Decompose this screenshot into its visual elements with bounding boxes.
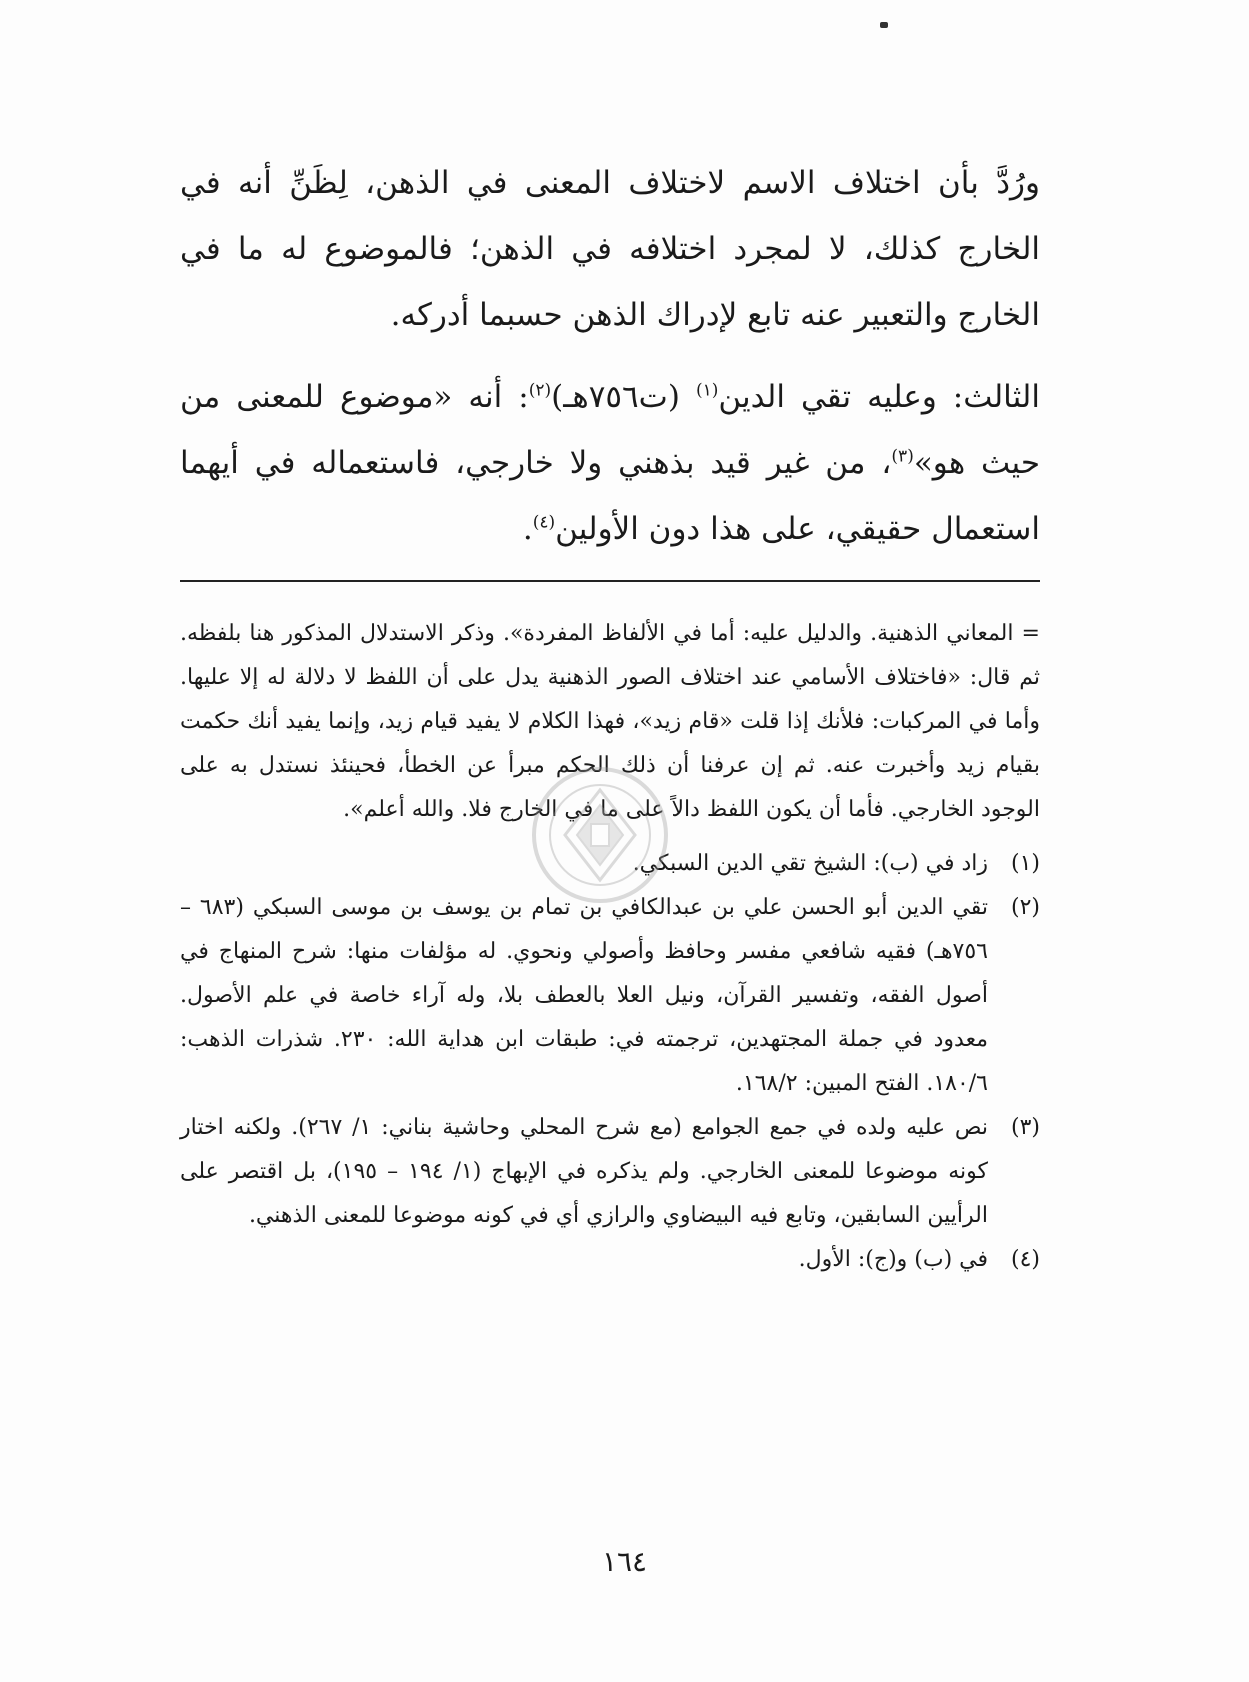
footnote-text: تقي الدين أبو الحسن علي بن عبدالكافي بن تمام بن يوسف بن موسى السبكي (٦٨٣ – ٧٥٦هـ) فقيه شافعي مفسر وحافظ وأصولي ونحوي. له مؤلفات منها: شرح المنهاج في أصول الفقه، وتفسير القرآن، ونيل العلا بالعطف بلا، وله آراء خاصة في علم الأصول. معدود في جملة المجتهدين، ترجمته في: طبقات ابن هداية الله: ٢٣٠. شذرات الذهب: ١٨٠/٦. الفتح المبين: ١٦٨/٢.: [180, 895, 988, 1096]
footnote-number: (٢): [1010, 895, 1040, 920]
footnote-text: في (ب) و(ج): الأول.: [798, 1247, 988, 1272]
p2-part-2: (ت٧٥٦هـ): [551, 379, 696, 415]
p2-end: .: [522, 511, 533, 547]
footnote-number: (٤): [1010, 1247, 1040, 1272]
page-number: ١٦٤: [601, 1545, 648, 1578]
p2-part-1: الثالث: وعليه تقي الدين: [718, 379, 1040, 415]
footnote-3: [180, 1106, 1040, 1238]
footnote-number: (١): [1010, 851, 1040, 876]
footnote-number: (٣): [1010, 1115, 1040, 1140]
footnote-ref-3: (٣): [891, 446, 914, 467]
footnote-text: نص عليه ولده في جمع الجوامع (مع شرح المحلي وحاشية بناني: ١/ ٢٦٧). ولكنه اختار كونه موضوعا للمعنى الخارجي. ولم يذكره في الإبهاج (١/ ١٩٤ – ١٩٥)، بل اقتصر على الرأيين السابقين، وتابع فيه البيضاوي والرازي أي في كونه موضوعا للمعنى الذهني.: [180, 1115, 989, 1228]
footnote-text: زاد في (ب): الشيخ تقي الدين السبكي.: [632, 851, 988, 876]
main-paragraph-2: [180, 364, 1040, 562]
p2-part-3: : أنه «موضوع للمعنى من حيث هو»: [180, 379, 1040, 481]
main-text: [180, 150, 1040, 578]
footnote-4: [180, 1238, 1040, 1282]
p2-part-4: ، من غير قيد بذهني ولا خارجي، فاستعماله في أيهما استعمال حقيقي، على هذا دون الأولين: [180, 445, 1040, 547]
footnote-continuation: = المعاني الذهنية. والدليل عليه: أما في الألفاظ المفردة». وذكر الاستدلال المذكور هنا بلفظه. ثم قال: «فاختلاف الأسامي عند اختلاف الصور الذهنية يدل على أن اللفظ لا دلالة له إلا عليها. وأما في المركبات: فلأنك إذا قلت «قام زيد»، فهذا الكلام لا يفيد قيام زيد، وإنما يفيد أنك حكمت بقيام زيد وأخبرت عنه. ثم إن عرفنا أن ذلك الحكم مبرأ عن الخطأ، فحينئذ نستدل به على الوجود الخارجي. فأما أن يكون اللفظ دالاً على ما في الخارج فلا. والله أعلم».: [180, 621, 1040, 822]
main-paragraph-1: ورُدَّ بأن اختلاف الاسم لاختلاف المعنى في الذهن، لِظَنِّ أنه في الخارج كذلك، لا لمجرد اختلافه في الذهن؛ فالموضوع له ما في الخارج والتعبير عنه تابع لإدراك الذهن حسبما أدركه.: [180, 165, 1040, 333]
scan-speck: [880, 22, 888, 28]
footnote-ref-4: (٤): [532, 512, 556, 533]
footnote-ref-1: (١): [695, 380, 719, 401]
footnote-2: [180, 886, 1040, 1106]
footnote-separator: [180, 580, 1040, 582]
footnotes: [180, 612, 1040, 1282]
library-stamp-icon: [525, 760, 675, 910]
footnote-ref-2: (٢): [528, 380, 552, 401]
